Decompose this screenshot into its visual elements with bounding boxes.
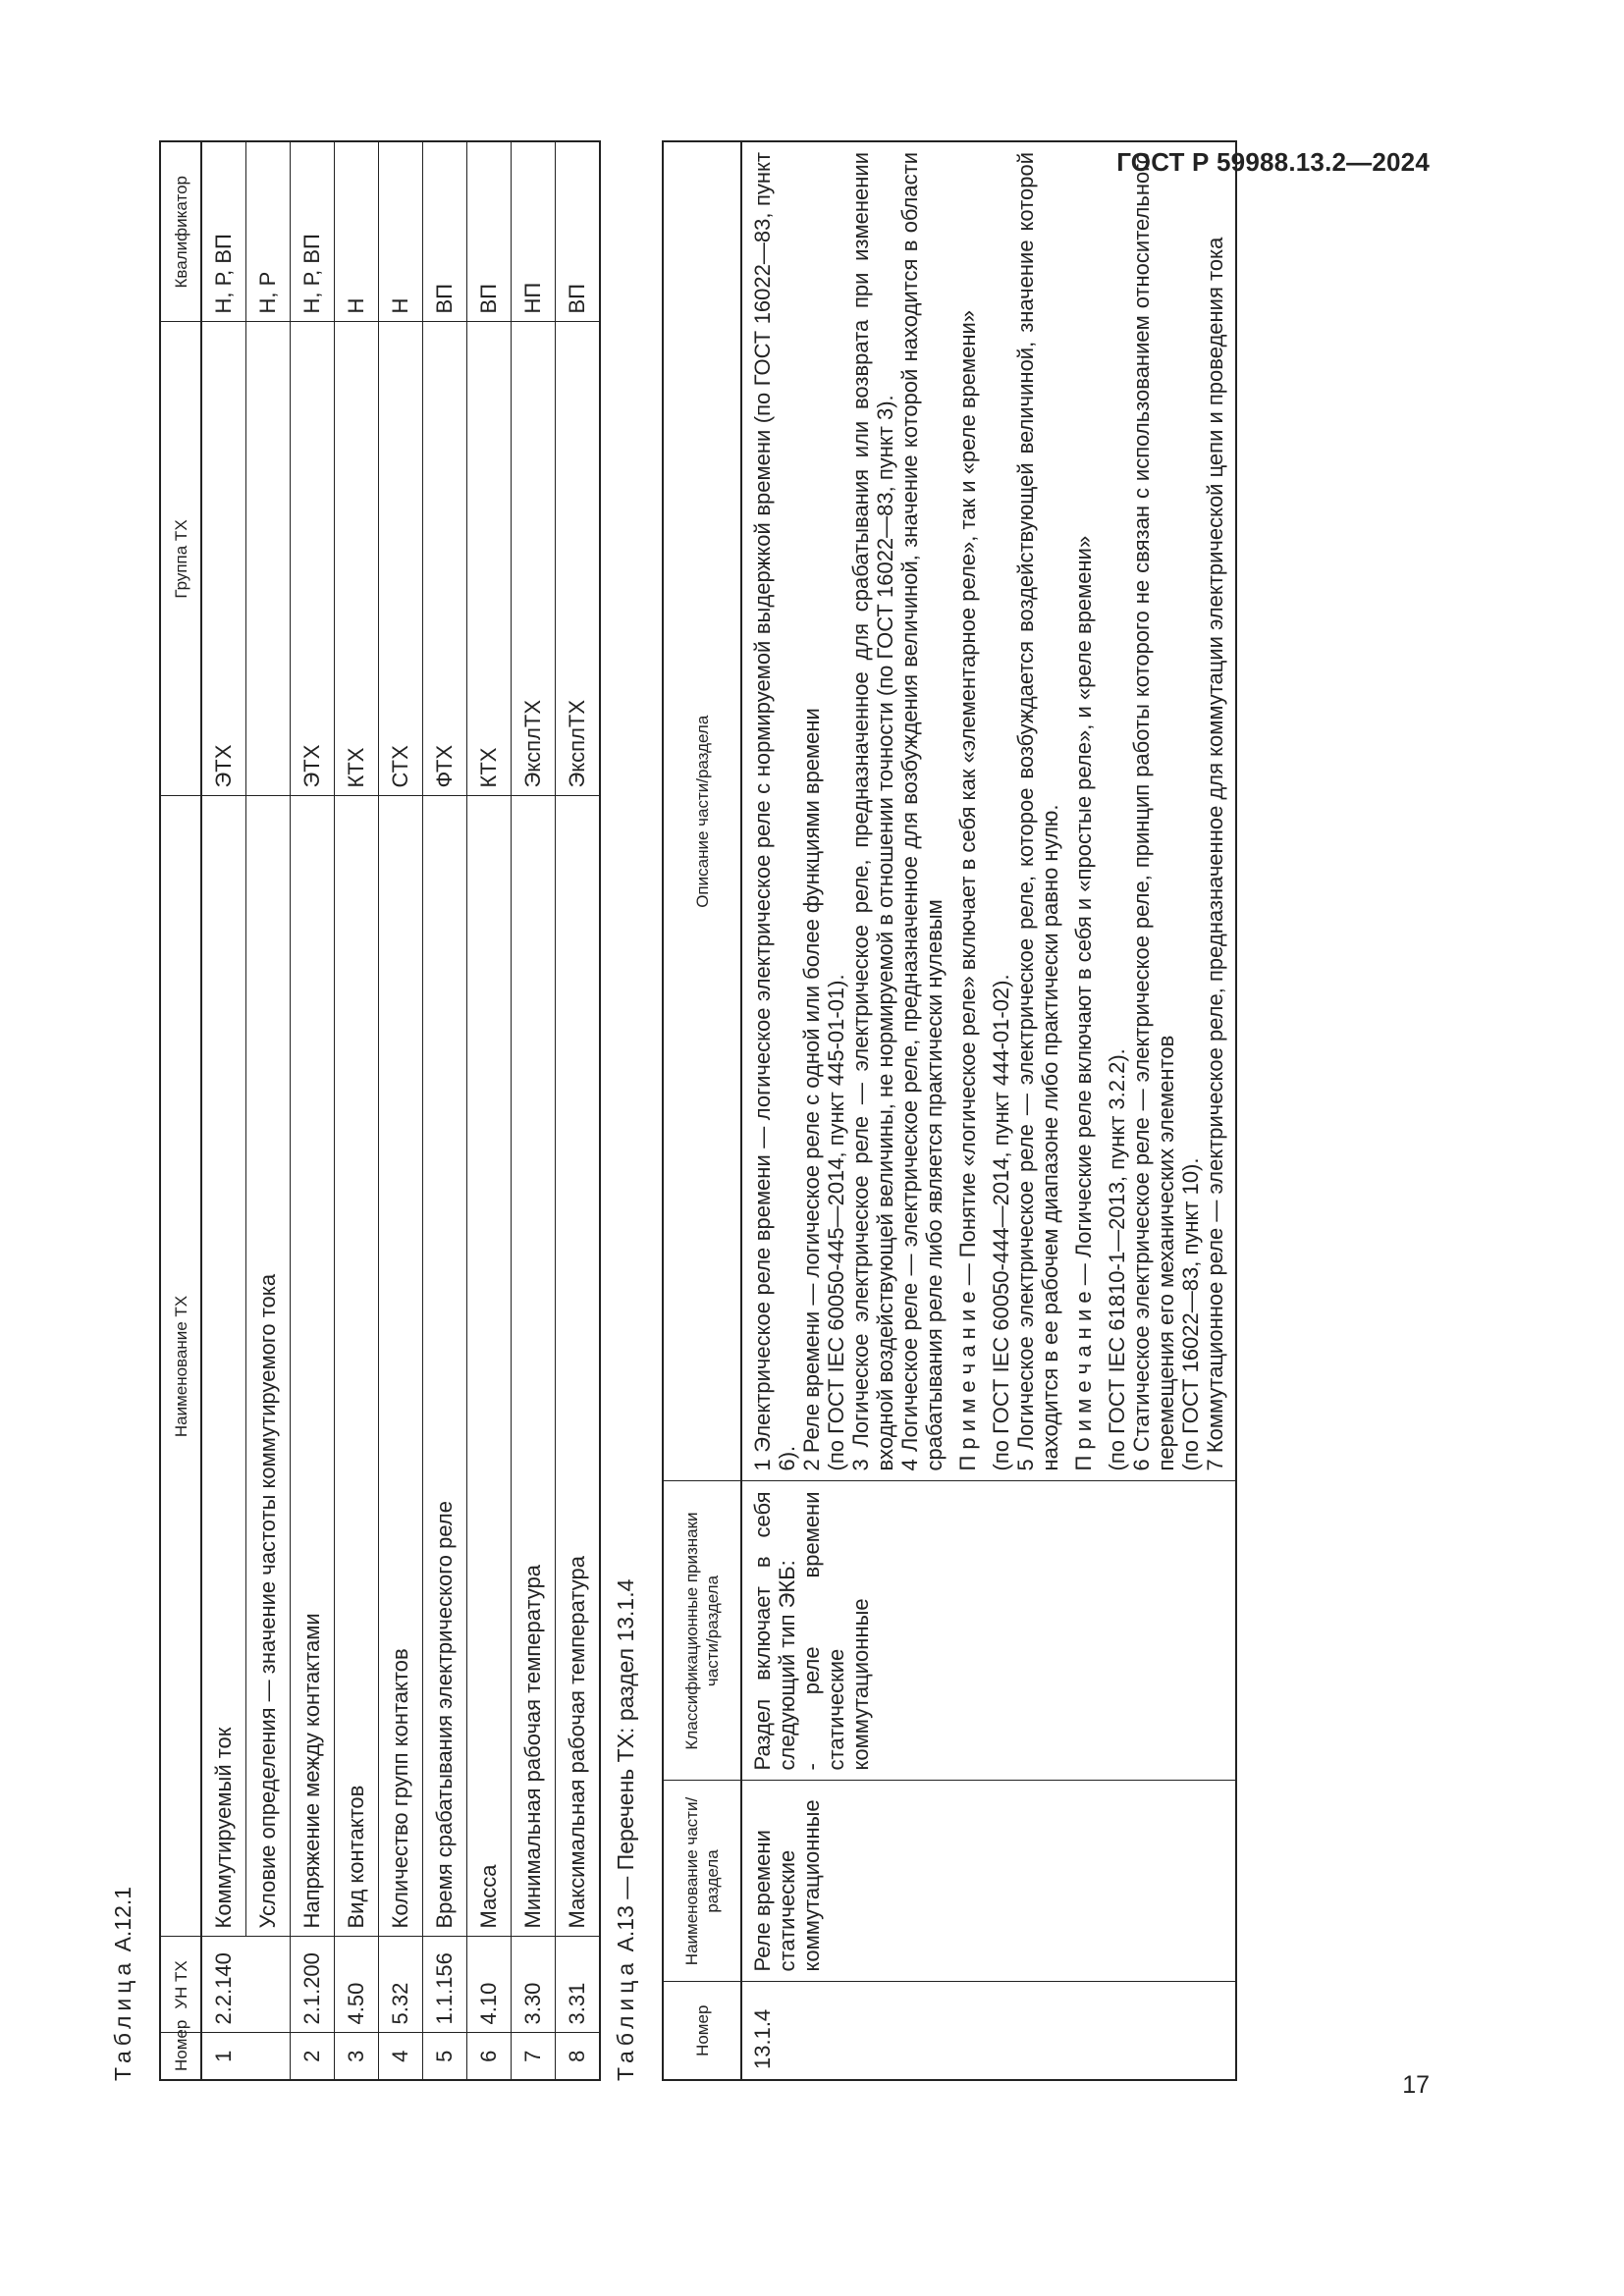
desc-line: (по ГОСТ IEC 61810-1—2013, пункт 3.2.2).	[1105, 1048, 1129, 1471]
cell-name: Минимальная рабочая температура	[512, 796, 556, 1937]
table-row	[335, 141, 379, 2080]
desc-line: (по ГОСТ IEC 60050-445—2014, пункт 445-01-01).	[824, 974, 848, 1471]
cell-classification	[741, 1481, 1236, 1781]
rotated-content	[108, 140, 1237, 2081]
cell-num	[246, 2033, 291, 2080]
cell-num: 5	[423, 2033, 467, 2080]
cell-group: ФТХ	[423, 322, 467, 796]
cell-name: Масса	[467, 796, 512, 1937]
desc-line: 3 Логическое электрическое реле — электрическое реле, предназначенное для срабатывания или возврата при изменении входной воздействующей величины, не нормируемой в отношении точности (по ГОСТ 16022—83, пункт 3).	[848, 152, 897, 1471]
cell-group: ЭксплТХ	[512, 322, 556, 796]
cell-num: 13.1.4	[741, 1982, 1236, 2080]
cell-name: Коммутируемый ток	[201, 796, 246, 1937]
cell-name: Время срабатывания электрического реле	[423, 796, 467, 1937]
cell-un: 1.1.156	[423, 1937, 467, 2033]
col-header: Наименование части/раздела	[663, 1781, 741, 1982]
cell-qual: Н, Р, ВП	[201, 141, 246, 322]
cell-un: 2.1.200	[291, 1937, 335, 2033]
table-row	[556, 141, 601, 2080]
col-header: Номер	[663, 1982, 741, 2080]
table-header-row	[663, 141, 741, 2080]
cell-group: ЭксплТХ	[556, 322, 601, 796]
desc-line: 7 Коммутационное реле — электрическое реле, предназначенное для коммутации электрической цепи и проведения тока	[1203, 237, 1227, 1471]
cell-un: 5.32	[379, 1937, 423, 2033]
col-header: Группа ТХ	[160, 322, 201, 796]
cell-qual: ВП	[467, 141, 512, 322]
table-header-row	[160, 141, 201, 2080]
table-row	[467, 141, 512, 2080]
cell-num: 3	[335, 2033, 379, 2080]
desc-line: 4 Логическое реле — электрическое реле, предназначенное для возбуждения величиной, значение которой находится в области срабатывания реле либо является практически нулевым	[897, 152, 947, 1471]
desc-line: (по ГОСТ 16022—83, пункт 10).	[1178, 1157, 1203, 1471]
classification-text: Раздел включает в себя следующий тип ЭКБ: - реле времени статические коммутационные	[750, 1491, 873, 1771]
cell-group: СТХ	[379, 322, 423, 796]
cell-group: КТХ	[335, 322, 379, 796]
cell-qual: Н, Р	[246, 141, 291, 322]
desc-line: 6 Статическое электрическое реле — электрическое реле, принцип работы которого не связан с использованием относительного перемещения его механических элементов	[1129, 152, 1178, 1471]
cell-group: ЭТХ	[201, 322, 246, 796]
desc-line: 1 Электрическое реле времени — логическое электрическое реле с нормируемой выдержкой времени (по ГОСТ 16022—83, пункт 6).	[750, 152, 799, 1471]
table-row	[423, 141, 467, 2080]
desc-line: 5 Логическое электрическое реле — электрическое реле, которое возбуждается воздействующей величиной, значение которой находится в ее рабочем диапазоне либо практически равно нулю.	[1013, 152, 1062, 1471]
desc-note: П р и м е ч а н и е — Логические реле включают в себя и «простые реле», и «реле времени»	[1071, 535, 1096, 1471]
cell-name: Вид контактов	[335, 796, 379, 1937]
col-header: УН ТХ	[160, 1937, 201, 2033]
table-row	[291, 141, 335, 2080]
desc-line: (по ГОСТ IEC 60050-444—2014, пункт 444-01-02).	[989, 974, 1013, 1471]
caption-number: А.12.1	[110, 1886, 135, 1952]
col-header: Классификационные признаки части/раздела	[663, 1481, 741, 1781]
cell-un: 3.31	[556, 1937, 601, 2033]
cell-qual: ВП	[423, 141, 467, 322]
caption-word: Таблица	[613, 1957, 638, 2081]
caption-word: Таблица	[110, 1957, 135, 2081]
table-row	[512, 141, 556, 2080]
cell-name: Количество групп контактов	[379, 796, 423, 1937]
cell-description	[741, 141, 1236, 1481]
desc-line: 2 Реле времени — логическое реле с одной или более функциями времени	[799, 708, 824, 1471]
desc-note: П р и м е ч а н и е — Понятие «логическое реле» включает в себя как «элементарное реле», так и «реле времени»	[955, 309, 980, 1471]
cell-qual: ВП	[556, 141, 601, 322]
cell-qual: Н, Р, ВП	[291, 141, 335, 322]
cell-num: 6	[467, 2033, 512, 2080]
cell-part-name: Реле времени статические коммутационные	[741, 1781, 1236, 1982]
page-number: 17	[1402, 2071, 1430, 2099]
table-row	[741, 141, 1236, 2080]
cell-name: Максимальная рабочая температура	[556, 796, 601, 1937]
table-a13-caption	[611, 140, 640, 2081]
cell-num: 8	[556, 2033, 601, 2080]
table-a13	[662, 140, 1237, 2081]
cell-group	[246, 322, 291, 796]
cell-name: Условие определения — значение частоты коммутируемого тока	[246, 796, 291, 1937]
cell-num: 2	[291, 2033, 335, 2080]
cell-qual: Н	[379, 141, 423, 322]
cell-un: 4.50	[335, 1937, 379, 2033]
table-row	[246, 141, 291, 2080]
cell-group: КТХ	[467, 322, 512, 796]
cell-un: 4.10	[467, 1937, 512, 2033]
caption-rest: А.13 — Перечень ТХ: раздел 13.1.4	[613, 1578, 638, 1952]
cell-un	[246, 1937, 291, 2033]
cell-num: 4	[379, 2033, 423, 2080]
cell-qual: Н	[335, 141, 379, 322]
cell-group: ЭТХ	[291, 322, 335, 796]
cell-num: 1	[201, 2033, 246, 2080]
cell-un: 3.30	[512, 1937, 556, 2033]
document-code: ГОСТ Р 59988.13.2—2024	[1116, 147, 1430, 177]
table-row	[201, 141, 246, 2080]
table-row	[379, 141, 423, 2080]
cell-un: 2.2.140	[201, 1937, 246, 2033]
cell-name: Напряжение между контактами	[291, 796, 335, 1937]
table-a12-1-caption	[108, 140, 137, 2081]
col-header: Квалификатор	[160, 141, 201, 322]
col-header: Номер	[160, 2033, 201, 2080]
table-a12-1	[159, 140, 601, 2081]
col-header: Описание части/раздела	[663, 141, 741, 1481]
cell-num: 7	[512, 2033, 556, 2080]
cell-qual: НП	[512, 141, 556, 322]
col-header: Наименование ТХ	[160, 796, 201, 1937]
